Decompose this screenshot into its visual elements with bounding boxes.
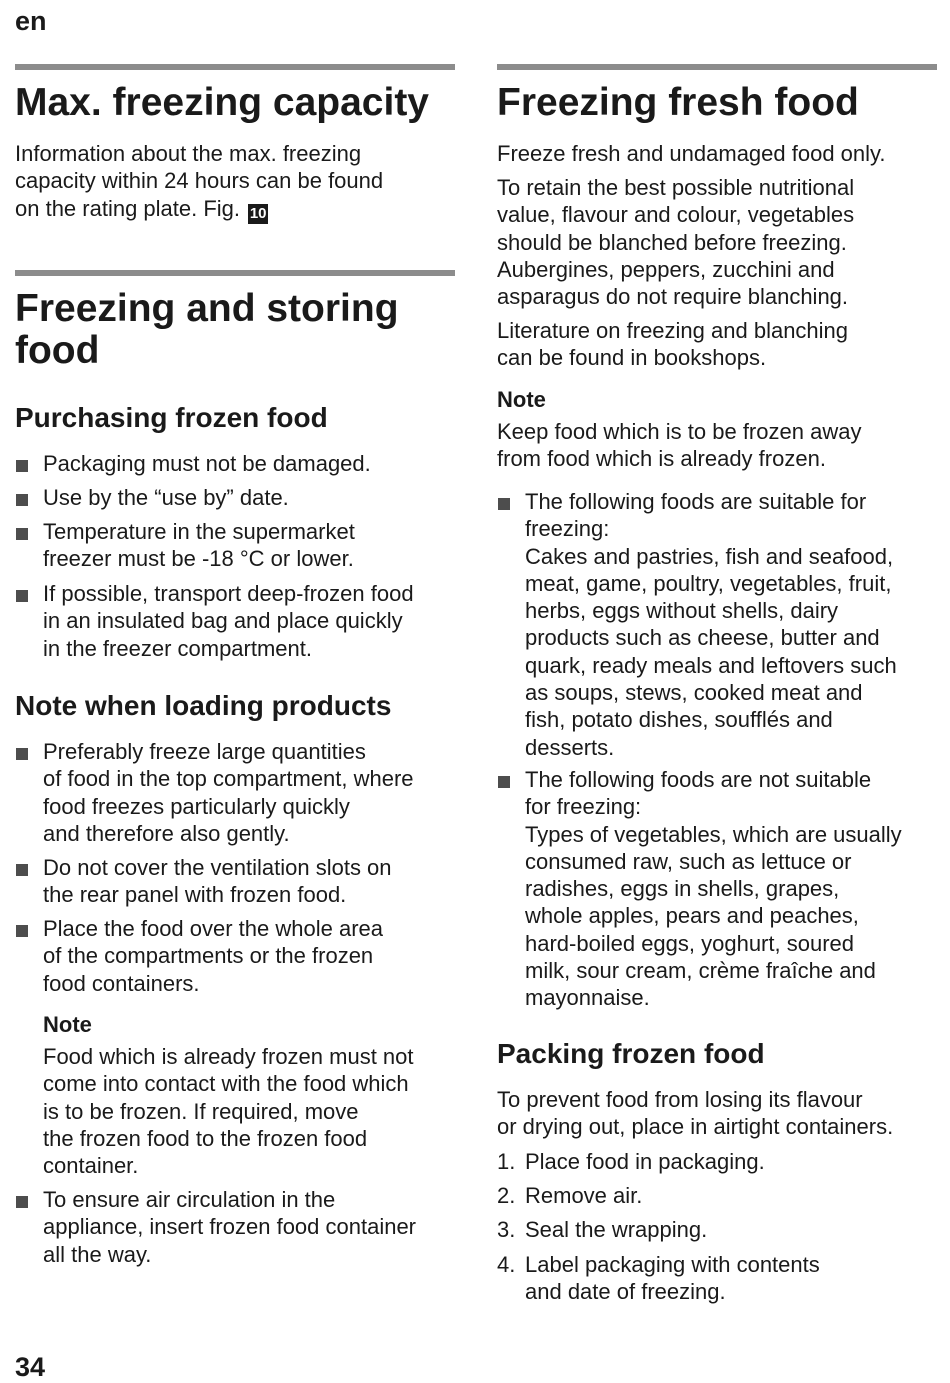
packing-heading: Packing frozen food [497, 1038, 765, 1069]
step-text: Remove air. [525, 1183, 643, 1208]
section-rule [15, 64, 455, 70]
step-number: 1. [497, 1149, 516, 1174]
step-text: Seal the wrapping. [525, 1217, 708, 1242]
step-number: 2. [497, 1183, 516, 1208]
note-text: Keep food which is to be frozen away from food which is already frozen. [497, 419, 862, 472]
freezing-storing-heading: Freezing and storing food [15, 287, 399, 372]
step-number: 3. [497, 1217, 516, 1242]
paragraph: Literature on freezing and blanching can be found in bookshops. [497, 318, 849, 371]
bullet-square-icon [16, 528, 28, 540]
list-item-text: If possible, transport deep-frozen food in an insulated bag and place quickly in the freezer compartment. [43, 581, 414, 661]
loading-heading: Note when loading products [15, 690, 392, 721]
bullet-square-icon [498, 776, 510, 788]
list-item-text: Preferably freeze large quantities of food in the top compartment, where food freezes particularly quickly and therefore also gently. [43, 739, 414, 846]
step-text: Place food in packaging. [525, 1149, 765, 1174]
purchasing-heading: Purchasing frozen food [15, 402, 328, 433]
page-number: 34 [15, 1352, 46, 1382]
note-label: Note [43, 1012, 92, 1037]
packing-intro: To prevent food from losing its flavour or drying out, place in airtight containers. [497, 1087, 894, 1140]
bullet-square-icon [16, 1196, 28, 1208]
list-item-text: Do not cover the ventilation slots on the rear panel with frozen food. [43, 855, 392, 908]
list-item-text: Use by the “use by” date. [43, 485, 289, 510]
bullet-square-icon [16, 864, 28, 876]
bullet-square-icon [16, 460, 28, 472]
list-item-text: The following foods are suitable for freezing: Cakes and pastries, fish and seafood, meat, game, poultry, vegetables, fruit, herbs, eggs without shells, dairy products such as cheese, butter and quark, ready meals and leftovers such as soups, stews, cooked meat and fish, potato dishes, soufflés and desserts. [525, 489, 897, 760]
step-text: Label packaging with contents and date of freezing. [525, 1252, 820, 1305]
bullet-square-icon [16, 494, 28, 506]
language-code: en [15, 6, 47, 36]
list-item-text: Temperature in the supermarket freezer must be -18 °C or lower. [43, 519, 355, 572]
max-capacity-heading: Max. freezing capacity [15, 81, 429, 124]
bullet-square-icon [16, 590, 28, 602]
step-number: 4. [497, 1252, 516, 1277]
list-item-text: Place the food over the whole area of the compartments or the frozen food containers. [43, 916, 384, 996]
list-item-text: To ensure air circulation in the appliance, insert frozen food container all the way. [43, 1187, 417, 1267]
bullet-square-icon [16, 925, 28, 937]
list-item-text: The following foods are not suitable for freezing: Types of vegetables, which are usually consumed raw, such as lettuce or radishes, eggs in shells, grapes, whole apples, pears and peaches, hard-boiled eggs, yoghurt, soured milk, sour cream, crème fraîche and mayonnaise. [525, 767, 902, 1011]
list-item-text: Packaging must not be damaged. [43, 451, 371, 476]
bullet-square-icon [16, 748, 28, 760]
paragraph: To retain the best possible nutritional value, flavour and colour, vegetables should be blanched before freezing. Aubergines, peppers, zucchini and asparagus do not require blanching. [497, 175, 855, 310]
section-rule [15, 270, 455, 276]
max-capacity-text: Information about the max. freezing capacity within 24 hours can be found on the rating plate. Fig. 10 [15, 141, 384, 222]
section-rule [497, 64, 937, 70]
freezing-fresh-heading: Freezing fresh food [497, 81, 859, 124]
note-text: Food which is already frozen must not come into contact with the food which is to be frozen. If required, move the frozen food to the frozen food container. [43, 1044, 414, 1179]
bullet-square-icon [498, 498, 510, 510]
note-label: Note [497, 387, 546, 412]
figure-reference: 10 [249, 204, 267, 222]
paragraph: Freeze fresh and undamaged food only. [497, 141, 886, 166]
